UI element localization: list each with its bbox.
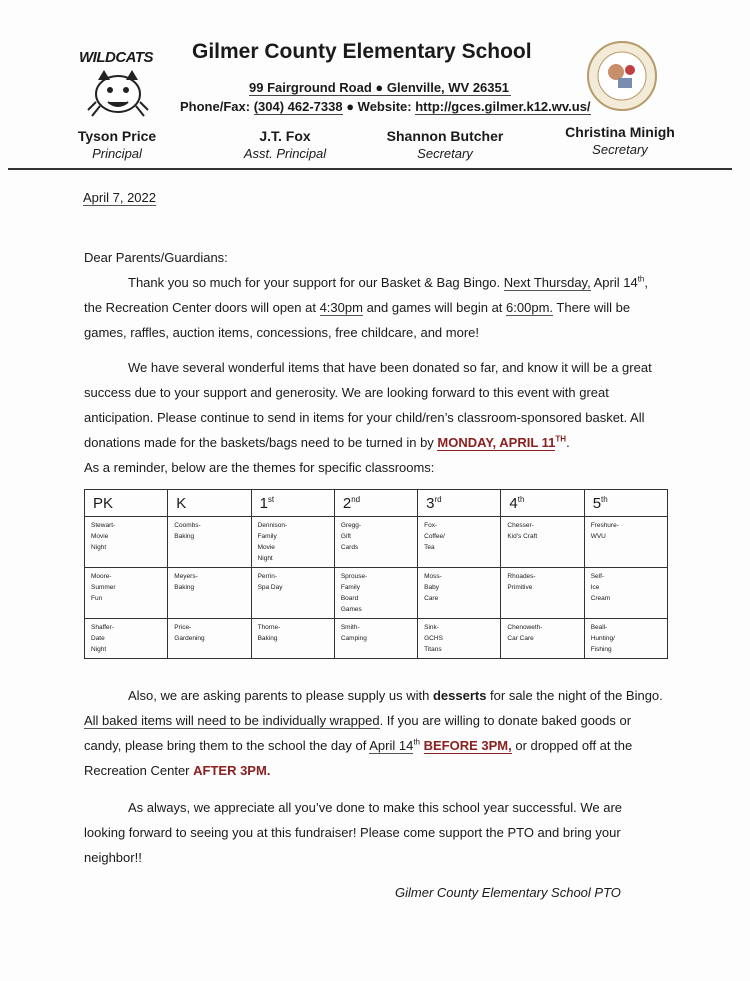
column-header: 5th xyxy=(584,490,667,517)
wildcat-logo-icon xyxy=(82,66,154,118)
signoff: Gilmer County Elementary School PTO xyxy=(395,885,621,900)
table-cell: Shaffer- Date Night xyxy=(85,619,168,659)
website-label: ● Website: xyxy=(342,99,416,114)
text-run: April 14 xyxy=(369,738,414,753)
text-run: As always, we appreciate all you’ve done to make this school year successful. We are looking forward to seeing you at this fundraiser! Please come support the PTO and bring your neighbor!! xyxy=(84,800,622,865)
text-run: Also, we are asking parents to please supply us with xyxy=(128,688,433,703)
paragraph-3 xyxy=(84,683,664,783)
letter-greeting: Dear Parents/Guardians: xyxy=(84,250,228,265)
staff-role: Secretary xyxy=(417,146,473,161)
table-cell: Perrin- Spa Day xyxy=(251,568,334,619)
staff-name: Shannon Butcher xyxy=(386,128,504,144)
header-divider xyxy=(8,168,732,170)
staff-role: Secretary xyxy=(592,142,648,157)
staff-secretary-2 xyxy=(560,124,680,157)
logo-wordmark: WILDCATS xyxy=(79,49,154,66)
text-run: or dropped off at the Recreation Center xyxy=(84,738,633,778)
table-cell: Stewart- Movie Night xyxy=(85,517,168,568)
staff-name: J.T. Fox xyxy=(259,128,311,144)
staff-secretary-1 xyxy=(385,128,505,161)
text-run: All baked items will need to be individually wrapped xyxy=(84,713,380,728)
table-cell: Sprouse- Family Board Games xyxy=(334,568,417,619)
text-run: and games will begin at xyxy=(362,300,507,315)
table-cell: Rhoades- Primitive xyxy=(501,568,584,619)
text-run: 6:00pm. xyxy=(506,300,554,315)
text-run: , the Recreation Center doors will open at xyxy=(84,275,648,315)
text-run: Thank you so much for your support for our Basket & Bag Bingo. xyxy=(128,275,504,290)
school-seal-icon xyxy=(586,40,658,112)
deadline-text: MONDAY, APRIL 11 xyxy=(437,435,556,450)
school-address: 99 Fairground Road ● Glenville, WV 26351 xyxy=(249,80,509,95)
superscript: TH xyxy=(555,434,567,444)
superscript: th xyxy=(413,737,420,747)
column-header: 4th xyxy=(501,490,584,517)
letter-date: April 7, 2022 xyxy=(83,190,156,205)
website-link[interactable]: http://gces.gilmer.k12.wv.us/ xyxy=(415,99,591,114)
table-row xyxy=(85,517,668,568)
text-run: Next Thursday, xyxy=(503,275,591,290)
table-row xyxy=(85,568,668,619)
deadline-text: AFTER 3PM. xyxy=(193,763,271,778)
table-cell: Chesser- Kid's Craft xyxy=(501,517,584,568)
table-header-row xyxy=(85,490,668,517)
text-run: As a reminder, below are the themes for specific classrooms: xyxy=(84,460,435,475)
table-cell: Gregg- Gift Cards xyxy=(334,517,417,568)
text-run: 4:30pm xyxy=(319,300,363,315)
table-cell: Moore- Summer Fun xyxy=(85,568,168,619)
table-cell: Sink- GCHS Titans xyxy=(418,619,501,659)
deadline-text: BEFORE 3PM, xyxy=(423,738,512,753)
phone-number: (304) 462-7338 xyxy=(253,99,343,114)
staff-name: Christina Minigh xyxy=(565,124,675,140)
column-header: PK xyxy=(85,490,168,517)
table-cell: Chenoweth- Car Care xyxy=(501,619,584,659)
text-run: We have several wonderful items that have been donated so far, and know it will be a great success due to your support and generosity. We are looking forward to this event with great anticipation. Please continue to send in items for your child/ren’s classroom-sponsored basket. All donations made for the baskets/bags need to be turned in by xyxy=(84,360,652,450)
table-cell: Meyers- Baking xyxy=(168,568,251,619)
table-cell: Freshure- WVU xyxy=(584,517,667,568)
text-run: . If you are willing to donate baked goods or candy, please bring them to the school the day of xyxy=(84,713,632,753)
paragraph-2 xyxy=(84,355,664,480)
staff-principal xyxy=(72,128,162,161)
paragraph-1 xyxy=(84,270,664,345)
table-cell: Smith- Camping xyxy=(334,619,417,659)
table-cell: Dennison- Family Movie Night xyxy=(251,517,334,568)
staff-name: Tyson Price xyxy=(77,128,157,144)
text-run: There will be games, raffles, auction items, concessions, free childcare, and more! xyxy=(84,300,631,340)
table-row xyxy=(85,619,668,659)
table-cell: Price- Gardening xyxy=(168,619,251,659)
staff-role: Principal xyxy=(92,146,142,161)
column-header: 1st xyxy=(251,490,334,517)
table-cell: Beall- Hunting/ Fishing xyxy=(584,619,667,659)
paragraph-4 xyxy=(84,795,664,870)
text-run: April 14 xyxy=(590,275,638,290)
table-cell: Fox- Coffee/ Tea xyxy=(418,517,501,568)
classroom-themes-table xyxy=(84,489,668,659)
column-header: 2nd xyxy=(334,490,417,517)
column-header: 3rd xyxy=(418,490,501,517)
emphasis: desserts xyxy=(432,688,487,703)
table-cell: Moss- Baby Care xyxy=(418,568,501,619)
phone-label: Phone/Fax: xyxy=(180,99,254,114)
column-header: K xyxy=(168,490,251,517)
superscript: th xyxy=(637,274,645,284)
text-run: for sale the night of the Bingo. xyxy=(486,688,663,703)
table-cell: Self- Ice Cream xyxy=(584,568,667,619)
table-cell: Thorne- Baking xyxy=(251,619,334,659)
table-cell: Coombs- Baking xyxy=(168,517,251,568)
contact-line xyxy=(180,99,591,114)
school-name: Gilmer County Elementary School xyxy=(192,40,532,63)
staff-role: Asst. Principal xyxy=(243,146,327,161)
staff-asst-principal xyxy=(230,128,340,161)
text-run: . xyxy=(566,435,570,450)
